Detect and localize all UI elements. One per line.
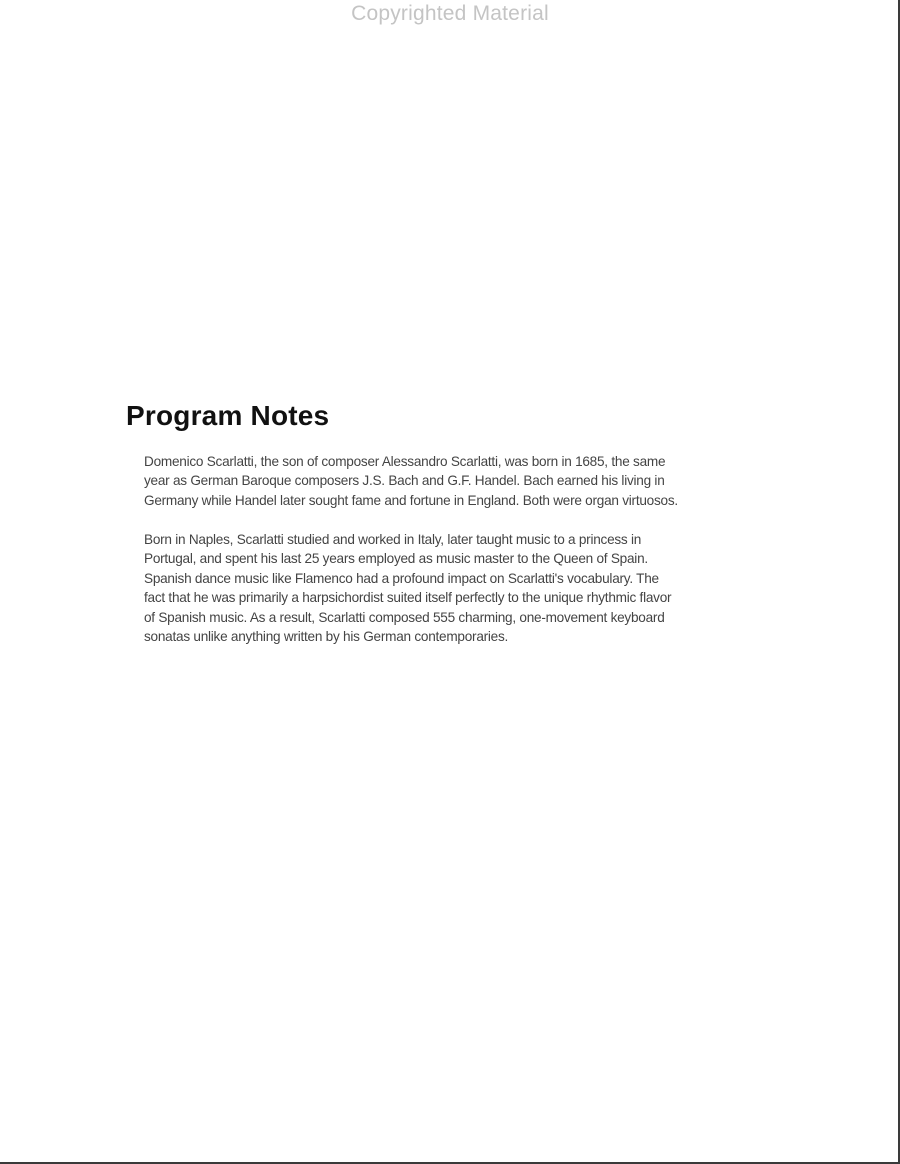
text-line: of Spanish music. As a result, Scarlatti composed 555 charming, one-movement keyboard bbox=[144, 609, 665, 625]
text-line: year as German Baroque composers J.S. Bach and G.F. Handel. Bach earned his living in bbox=[144, 473, 665, 489]
page-title: Program Notes bbox=[126, 400, 330, 431]
text-line: sonatas unlike anything written by his German contemporaries. bbox=[144, 629, 509, 645]
text-line: Domenico Scarlatti, the son of composer Alessandro Scarlatti, was born in 1685, the same bbox=[144, 454, 666, 469]
text-line: Spanish dance music like Flamenco had a profound impact on Scarlatti's vocabulary. The bbox=[144, 570, 659, 586]
paragraph-scarlatti-background bbox=[144, 452, 784, 510]
text-line: Portugal, and spent his last 25 years employed as music master to the Queen of Spain. bbox=[144, 551, 648, 567]
text-line: Born in Naples, Scarlatti studied and worked in Italy, later taught music to a princess in bbox=[144, 532, 642, 547]
paragraph-scarlatti-career bbox=[144, 530, 784, 646]
copyright-watermark: Copyrighted Material bbox=[351, 2, 549, 25]
text-line: fact that he was primarily a harpsichordist suited itself perfectly to the unique rhythmic flavor bbox=[144, 590, 672, 606]
text-line: Germany while Handel later sought fame and fortune in England. Both were organ virtuosos. bbox=[144, 492, 678, 508]
